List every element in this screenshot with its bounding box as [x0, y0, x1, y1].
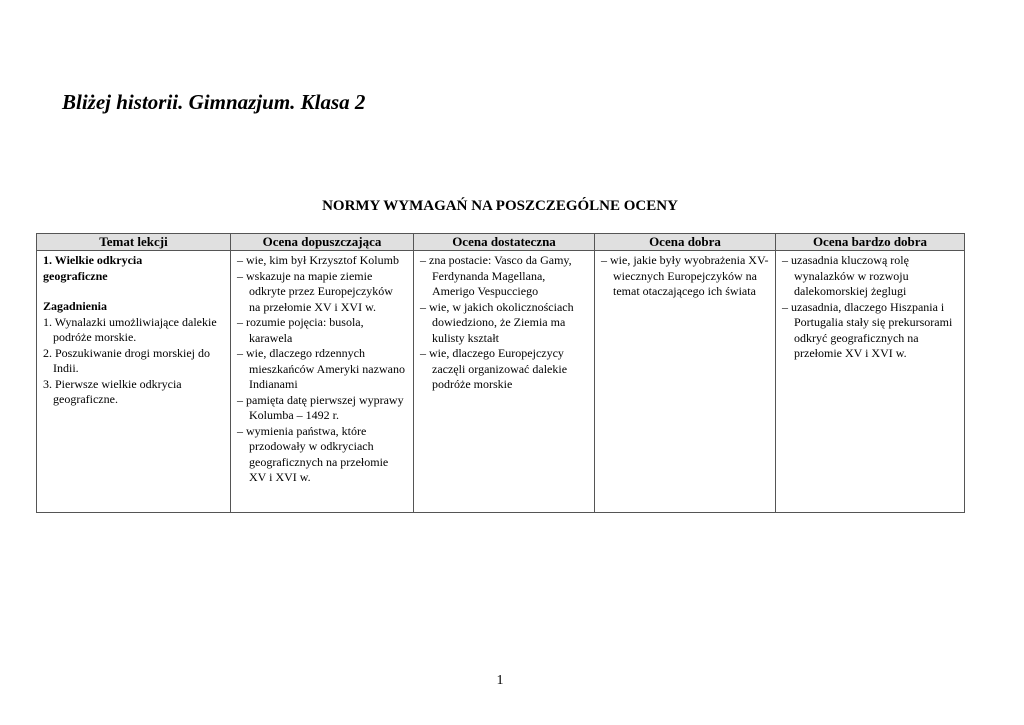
requirement-item: – uzasadnia kluczową rolę wynalazków w rozwoju dalekomorskiej żeglugi [782, 253, 909, 298]
page-number: 1 [496, 673, 504, 688]
table-row [37, 251, 965, 513]
header-ocena-dostateczna: Ocena dostateczna [414, 234, 595, 251]
requirement-item: – zna postacie: Vasco da Gamy, Ferdynanda Magellana, Amerigo Vespucciego [420, 253, 572, 298]
issues-label: Zagadnienia [43, 299, 108, 313]
requirement-item: – uzasadnia, dlaczego Hiszpania i Portugalia stały się prekursorami odkryć geograficznych na przełomie XV i XVI w. [782, 299, 953, 360]
requirement-item: – wie, dlaczego Europejczycy zaczęli organizować dalekie podróże morskie [420, 346, 568, 391]
dobra-cell [595, 251, 776, 513]
header-ocena-dobra: Ocena dobra [595, 234, 776, 251]
issue-item: 2. Poszukiwanie drogi morskiej do Indii. [43, 345, 210, 375]
bardzo-dobra-cell [776, 251, 965, 513]
table-header-row [37, 234, 965, 251]
requirement-item: – wie, jakie były wyobrażenia XV-wiecznych Europejczyków na temat otaczającego ich świata [601, 253, 769, 298]
topic-title-line1: 1. Wielkie odkrycia [43, 253, 143, 267]
dostateczna-cell [414, 251, 595, 513]
requirement-item: – wie, dlaczego rdzennych mieszkańców Ameryki nazwano Indianami [237, 346, 405, 391]
dopuszczajaca-cell [231, 251, 414, 513]
topic-title-line2: geograficzne [43, 268, 108, 283]
requirement-item: – pamięta datę pierwszej wyprawy Kolumba – 1492 r. [237, 392, 404, 422]
header-ocena-bardzo-dobra: Ocena bardzo dobra [776, 234, 965, 251]
requirements-table [36, 233, 965, 513]
document-title: Bliżej historii. Gimnazjum. Klasa 2 [62, 90, 366, 114]
header-temat-lekcji: Temat lekcji [37, 234, 231, 251]
issue-item: 3. Pierwsze wielkie odkrycia geograficzne. [43, 376, 182, 406]
requirement-item: – wie, kim był Krzysztof Kolumb [237, 253, 399, 267]
requirement-item: – rozumie pojęcia: busola, karawela [237, 315, 364, 345]
section-heading: NORMY WYMAGAŃ NA POSZCZEGÓLNE OCENY [322, 198, 678, 214]
header-ocena-dopuszczajaca: Ocena dopuszczająca [231, 234, 414, 251]
requirement-item: – wskazuje na mapie ziemie odkryte przez Europejczyków na przełomie XV i XVI w. [237, 268, 393, 314]
requirement-item: – wie, w jakich okolicznościach dowiedziono, że Ziemia ma kulisty kształt [420, 299, 574, 345]
issue-item: 1. Wynalazki umożliwiające dalekie podróże morskie. [43, 314, 217, 344]
topic-cell [37, 251, 231, 513]
requirement-item: – wymienia państwa, które przodowały w odkryciach geograficznych na przełomie XV i XVI w. [237, 423, 389, 484]
